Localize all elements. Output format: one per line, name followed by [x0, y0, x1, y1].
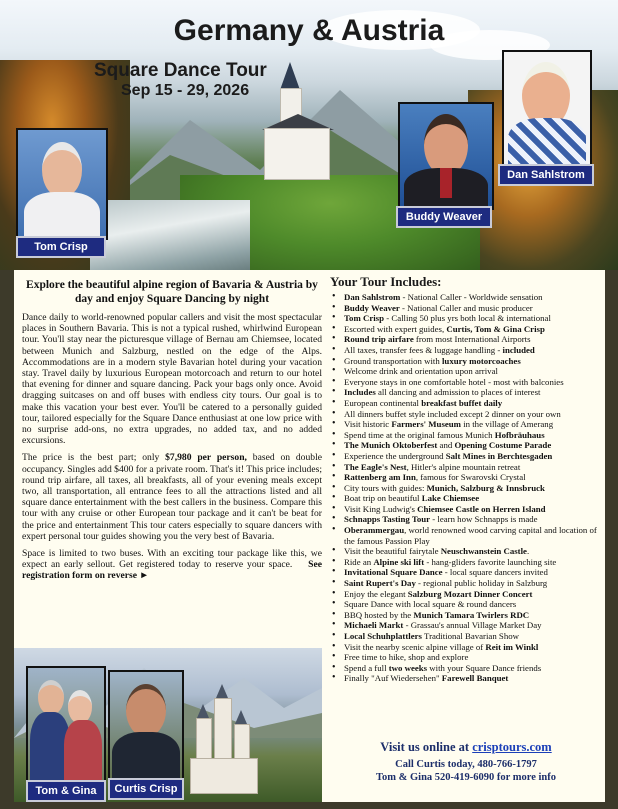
- includes-item: • The Eagle's Nest, Hitler's alpine mountain retreat: [330, 462, 602, 473]
- registration-link[interactable]: See registration form on reverse ►: [22, 559, 322, 582]
- includes-item: • All taxes, transfer fees & luggage handling - included: [330, 345, 602, 356]
- nameplate-dan-sahlstrom: Dan Sahlstrom: [498, 164, 594, 186]
- nameplate-buddy-weaver: Buddy Weaver: [396, 206, 492, 228]
- includes-item: • Escorted with expert guides, Curtis, Tom & Gina Crisp: [330, 324, 602, 335]
- content-panel: [14, 270, 605, 802]
- includes-item: • Square Dance with local square & round dancers: [330, 599, 602, 610]
- includes-item: • Dan Sahlstrom - National Caller - Worldwide sensation: [330, 292, 602, 303]
- neuschwanstein-castle-graphic: [186, 688, 256, 798]
- tour-dates: Sep 15 - 29, 2026: [121, 82, 250, 99]
- includes-item: • Spend time at the original famous Munich Hofbräuhaus: [330, 430, 602, 441]
- includes-item: • Visit King Ludwig's Chiemsee Castle on Herren Island: [330, 504, 602, 515]
- intro-paragraph-1: Dance daily to world-renowned popular callers and visit the most spectacular places in Southern Bavaria. This is not a typical rushed, whirlwind European tour. You'll stay near the picturesque village of Bernau am Chiemsee, located between Munich and Salzburg, nestled on the edge of the Alps. Accommodations are in a modern style Bavarian hotel during your vacation stay. Travel daily by luxurious European motorcoach and return to our hotel that evening for dinner and square dancing. Pack your bags only once. Avoid dragging suitcases on and off buses with endless city tours. Our goal is to make this vacation your best ever. You'll be catered to a personally guided tour, tailored especially for the Square Dance enthusiast at one low price with no surprise add-ons, no extra upgrades, no added tax, and no added excursions.: [22, 312, 322, 447]
- nameplate-tom-crisp: Tom Crisp: [16, 236, 106, 258]
- includes-item: • Free time to hike, shop and explore: [330, 652, 602, 663]
- includes-list: [330, 292, 602, 684]
- page-subtitle: Square Dance Tour: [94, 60, 267, 81]
- info-line: Tom & Gina 520-419-6090 for more info: [375, 772, 557, 783]
- photo-tom-gina: [26, 666, 106, 784]
- includes-item: • Finally "Auf Wiedersehen" Farewell Banquet: [330, 673, 602, 684]
- includes-item: • The Munich Oktoberfest and Opening Costume Parade: [330, 440, 602, 451]
- intro-paragraph-2: The price is the best part; only $7,980 per person, based on double occupancy. Singles add $400 for a private room. That's it! This price includes; round trip airfare, all taxes, all breakfasts, all of your evening meals except two, all transportation, all entrance fees to all the attractions listed and all square dance entertainment with the best callers in the business. Compare this tour with any cruise or other European tour package and it can't be beat for the price and entertainment This tour caters especially to square dancers with expert personal tour guides showing you the very best of Bavaria.: [22, 452, 322, 542]
- hero-scenery: [0, 0, 618, 270]
- includes-item: • Ground transportation with luxury motorcoaches: [330, 356, 602, 367]
- includes-item: • Invitational Square Dance - local square dancers invited: [330, 567, 602, 578]
- visit-online: Visit us online at crisptours.com: [380, 740, 552, 754]
- nameplate-curtis-crisp: Curtis Crisp: [108, 778, 184, 800]
- includes-item: • Schnapps Tasting Tour - learn how Schnapps is made: [330, 514, 602, 525]
- includes-item: • Round trip airfare from most International Airports: [330, 334, 602, 345]
- includes-item: • Visit historic Farmers' Museum in the village of Amerang: [330, 419, 602, 430]
- includes-item: • Ride an Alpine ski lift - hang-gliders favorite launching site: [330, 557, 602, 568]
- photo-dan-sahlstrom: [502, 50, 592, 166]
- includes-item: • Rattenberg am Inn, famous for Swarovski Crystal: [330, 472, 602, 483]
- includes-item: • Enjoy the elegant Salzburg Mozart Dinner Concert: [330, 589, 602, 600]
- church-graphic: [262, 62, 332, 192]
- includes-item: • Local Schuhplattlers Traditional Bavarian Show: [330, 631, 602, 642]
- includes-item: • Welcome drink and orientation upon arrival: [330, 366, 602, 377]
- intro-paragraph-3: Space is limited to two buses. With an exciting tour package like this, we expect an early sellout. Get registered today to reserve your space. See registration form on reverse ►: [22, 548, 322, 582]
- intro-heading: Explore the beautiful alpine region of Bavaria & Austria by day and enjoy Square Dancing by night: [26, 279, 318, 305]
- includes-item: • Visit the nearby scenic alpine village of Reit im Winkl: [330, 642, 602, 653]
- includes-item: • Experience the underground Salt Mines in Berchtesgaden: [330, 451, 602, 462]
- includes-item: • All dinners buffet style included except 2 dinner on your own: [330, 409, 602, 420]
- price-text: $7,980 per person,: [165, 452, 247, 464]
- contact-info: [330, 758, 602, 784]
- call-line: Call Curtis today, 480-766-1797: [395, 759, 537, 770]
- includes-item: • Michaeli Markt - Grassau's annual Village Market Day: [330, 620, 602, 631]
- intro-column: [22, 278, 322, 588]
- castle-scenery: [14, 648, 322, 802]
- includes-item: • European continental breakfast buffet daily: [330, 398, 602, 409]
- includes-item: • Boat trip on beautiful Lake Chiemsee: [330, 493, 602, 504]
- includes-title: Your Tour Includes:: [330, 274, 442, 289]
- website-link[interactable]: crisptours.com: [472, 740, 552, 754]
- photo-buddy-weaver: [398, 102, 494, 210]
- includes-item: • BBQ hosted by the Munich Tamara Twirlers RDC: [330, 610, 602, 621]
- includes-column: [330, 274, 602, 684]
- includes-item: • Visit the beautiful fairytale Neuschwanstein Castle.: [330, 546, 602, 557]
- nameplate-tom-gina: Tom & Gina: [26, 780, 106, 802]
- includes-item: • Buddy Weaver - National Caller and music producer: [330, 303, 602, 314]
- mountain-stream: [90, 200, 250, 270]
- photo-tom-crisp: [16, 128, 108, 240]
- includes-item: • Includes all dancing and admission to places of interest: [330, 387, 602, 398]
- includes-item: • Everyone stays in one comfortable hotel - most with balconies: [330, 377, 602, 388]
- includes-item: • Tom Crisp - Calling 50 plus yrs both local & international: [330, 313, 602, 324]
- includes-item: • City tours with guides: Munich, Salzburg & Innsbruck: [330, 483, 602, 494]
- includes-item: • Saint Rupert's Day - regional public holiday in Salzburg: [330, 578, 602, 589]
- page-title: Germany & Austria: [173, 14, 445, 47]
- includes-item: • Oberammergau, world renowned wood carving capital and location of the famous Passion Play: [330, 525, 602, 546]
- photo-curtis-crisp: [108, 670, 184, 782]
- includes-item: • Spend a full two weeks with your Square Dance friends: [330, 663, 602, 674]
